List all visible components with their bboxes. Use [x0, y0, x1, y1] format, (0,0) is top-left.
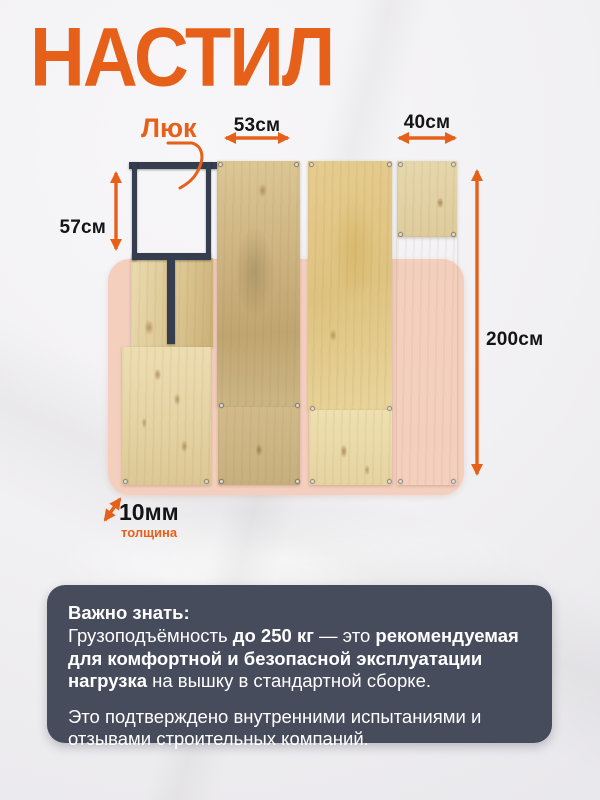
- dim-label-57cm: 57см: [59, 217, 106, 238]
- page-title: НАСТИЛ: [30, 10, 334, 104]
- thickness-arrow-10mm: [105, 499, 120, 520]
- text-run-bold: до 250 кг: [232, 625, 314, 647]
- dim-label-200cm: 200см: [486, 329, 544, 350]
- info-box-heading: Важно знать:: [68, 602, 190, 623]
- text-run: Грузоподъёмность: [68, 625, 233, 647]
- text-run: — это: [313, 625, 376, 647]
- thickness-value-label: 10мм: [119, 499, 179, 525]
- thickness-caption-label: толщина: [121, 525, 178, 540]
- dim-label-53cm: 53см: [233, 115, 281, 136]
- dim-label-40cm: 40см: [403, 112, 451, 133]
- info-box-paragraph-2: Это подтверждено внутренними испытаниями и отзывами строительных компаний.: [68, 705, 482, 749]
- info-box: [47, 585, 552, 749]
- text-run: на вышку в стандартной сборке.: [147, 670, 432, 692]
- hatch-label: Люк: [141, 113, 197, 143]
- text-run-bold: рекомендуемая для комфортной и безопасной эксплуатации нагрузка: [68, 625, 519, 692]
- hatch-pointer-line: [168, 143, 202, 188]
- info-box-paragraph-1: [68, 625, 530, 692]
